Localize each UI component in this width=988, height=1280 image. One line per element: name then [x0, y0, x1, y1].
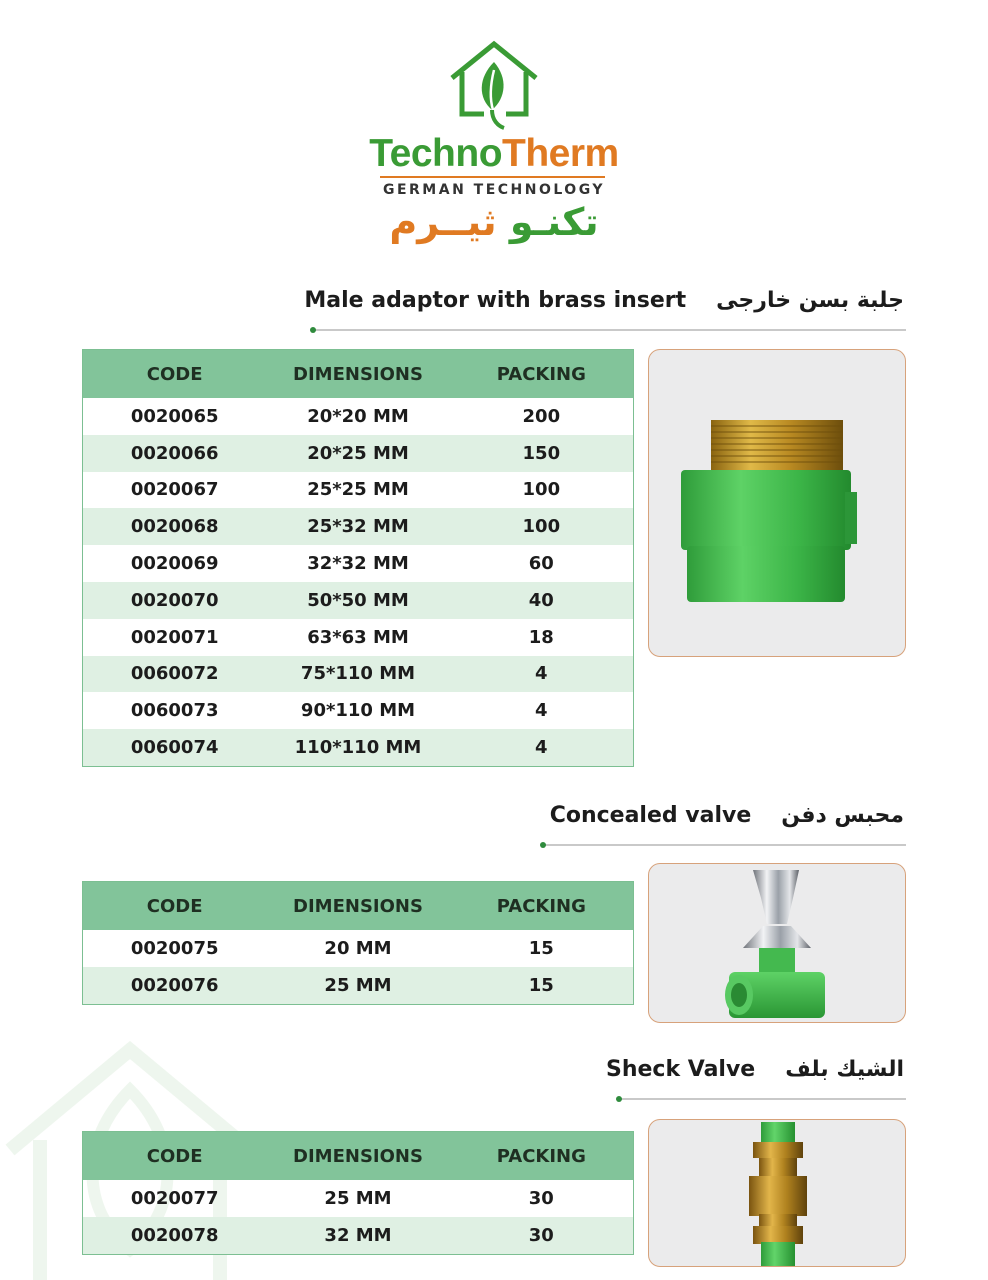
header-code: CODE	[146, 363, 203, 385]
header-code: CODE	[146, 1145, 203, 1167]
product-table-male-adaptor	[82, 349, 634, 767]
cell-code: 0020070	[130, 589, 219, 611]
table-row	[83, 1217, 633, 1254]
cell-packing: 100	[522, 516, 561, 538]
cell-dimensions: 75*110 MM	[300, 663, 416, 685]
header-dimensions: DIMENSIONS	[293, 1145, 423, 1167]
cell-dimensions: 90*110 MM	[300, 700, 416, 722]
cell-dimensions: 50*50 MM	[307, 589, 409, 611]
cell-packing: 150	[522, 442, 561, 464]
cell-code: 0020067	[130, 479, 219, 501]
brand-name-arabic	[0, 200, 988, 244]
male-adaptor-illustration	[649, 350, 905, 656]
underline-dot	[540, 842, 546, 848]
brand-divider	[380, 176, 605, 178]
cell-code: 0020069	[130, 553, 219, 575]
section-underline	[312, 329, 906, 331]
table-row	[83, 619, 633, 656]
header-dimensions: DIMENSIONS	[293, 363, 423, 385]
cell-packing: 15	[528, 937, 554, 959]
brand-name-part1: Techno	[369, 132, 503, 175]
cell-packing: 4	[535, 700, 548, 722]
product-image-concealed-valve	[648, 863, 906, 1023]
cell-packing: 60	[528, 553, 554, 575]
header-packing: PACKING	[496, 363, 586, 385]
table-header	[83, 882, 633, 930]
cell-dimensions: 25 MM	[324, 974, 392, 996]
table-row	[83, 692, 633, 729]
house-leaf-icon	[448, 40, 540, 132]
product-table-concealed-valve	[82, 881, 634, 1005]
header-dimensions: DIMENSIONS	[293, 895, 423, 917]
cell-dimensions: 25 MM	[324, 1187, 392, 1209]
cell-dimensions: 32*32 MM	[307, 553, 409, 575]
cell-code: 0060073	[130, 700, 219, 722]
section-underline	[542, 844, 906, 846]
cell-packing: 40	[528, 589, 554, 611]
section-title-ar: جلبة بسن خارجى	[716, 288, 904, 313]
cell-dimensions: 110*110 MM	[294, 737, 422, 759]
cell-packing: 18	[528, 626, 554, 648]
brand-logo	[0, 40, 988, 260]
product-table-check-valve	[82, 1131, 634, 1255]
cell-packing: 100	[522, 479, 561, 501]
cell-packing: 30	[528, 1224, 554, 1246]
cell-code: 0020066	[130, 442, 219, 464]
brand-arabic-part1: تكنـو	[509, 200, 599, 244]
cell-dimensions: 32 MM	[324, 1224, 392, 1246]
section-title-en: Concealed valve	[549, 803, 752, 828]
section-title-en: Sheck Valve	[606, 1057, 756, 1082]
section-title-ar: محبس دفن	[781, 803, 904, 828]
section-title-en: Male adaptor with brass insert	[304, 288, 687, 313]
section-heading-concealed-valve	[550, 803, 904, 828]
brand-tagline: GERMAN TECHNOLOGY	[382, 182, 606, 198]
section-heading-male-adaptor	[304, 288, 904, 313]
cell-code: 0060072	[130, 663, 219, 685]
table-row	[83, 472, 633, 509]
table-row	[83, 930, 633, 967]
cell-dimensions: 25*25 MM	[307, 479, 409, 501]
cell-dimensions: 63*63 MM	[307, 626, 409, 648]
table-row	[83, 582, 633, 619]
underline-dot	[310, 327, 316, 333]
table-row	[83, 1180, 633, 1217]
cell-code: 0020065	[130, 405, 219, 427]
cell-packing: 200	[522, 405, 561, 427]
cell-dimensions: 25*32 MM	[307, 516, 409, 538]
table-row	[83, 398, 633, 435]
table-row	[83, 967, 633, 1004]
cell-code: 0060074	[130, 737, 219, 759]
check-valve-illustration	[649, 1120, 905, 1266]
product-image-male-adaptor	[648, 349, 906, 657]
brand-arabic-part2: ثيــرم	[389, 200, 497, 244]
product-image-check-valve	[648, 1119, 906, 1267]
table-row	[83, 545, 633, 582]
cell-packing: 4	[535, 737, 548, 759]
cell-code: 0020078	[130, 1224, 219, 1246]
cell-packing: 30	[528, 1187, 554, 1209]
table-header	[83, 1132, 633, 1180]
section-underline	[618, 1098, 906, 1100]
cell-dimensions: 20*25 MM	[307, 442, 409, 464]
table-row	[83, 656, 633, 693]
brand-name-part2: Therm	[502, 132, 619, 175]
cell-dimensions: 20*20 MM	[307, 405, 409, 427]
cell-dimensions: 20 MM	[324, 937, 392, 959]
brand-name	[0, 132, 988, 176]
header-packing: PACKING	[496, 895, 586, 917]
underline-dot	[616, 1096, 622, 1102]
header-code: CODE	[146, 895, 203, 917]
cell-code: 0020068	[130, 516, 219, 538]
table-row	[83, 508, 633, 545]
cell-code: 0020075	[130, 937, 219, 959]
cell-code: 0020077	[130, 1187, 219, 1209]
table-row	[83, 729, 633, 766]
cell-packing: 15	[528, 974, 554, 996]
section-title-ar: الشيك بلف	[785, 1057, 904, 1082]
header-packing: PACKING	[496, 1145, 586, 1167]
cell-code: 0020071	[130, 626, 219, 648]
cell-code: 0020076	[130, 974, 219, 996]
cell-packing: 4	[535, 663, 548, 685]
table-header	[83, 350, 633, 398]
concealed-valve-illustration	[649, 864, 905, 1022]
section-heading-check-valve	[606, 1057, 904, 1082]
table-row	[83, 435, 633, 472]
